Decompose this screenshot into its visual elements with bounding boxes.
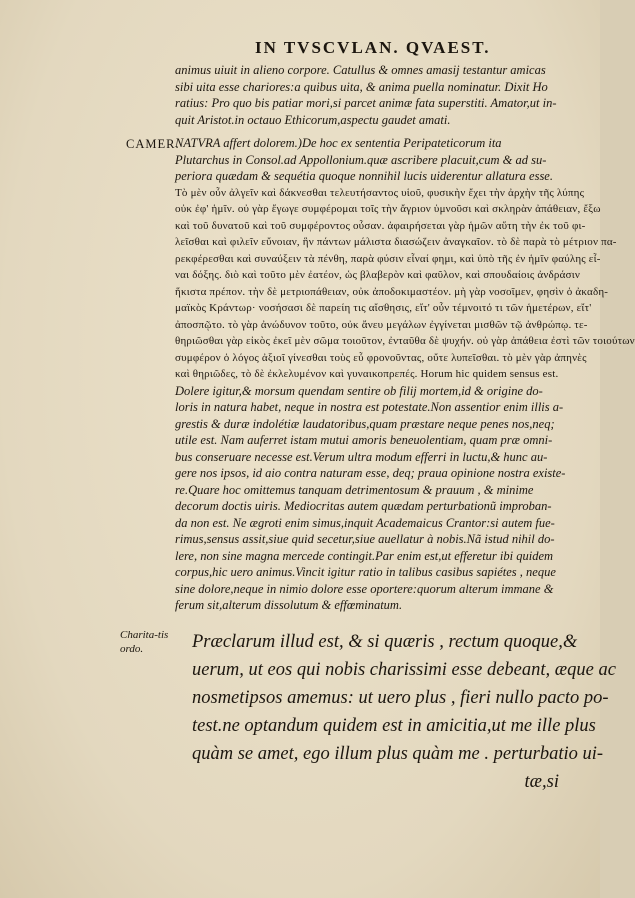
text-line: Plutarchus in Consol.ad Appollonium.quæ ascribere placuit,cum & ad su- <box>175 152 547 167</box>
greek-text-line: μαϊκὸς Κράντωρ· νοσήσασι δὲ παρείη τις αἴσθησις, εἴτ' οὖν τέμνοιτό τι τῶν ἡμετέρων, εἴτ' <box>175 302 592 314</box>
text-line: re.Quare hoc omittemus tanquam detrimentosum & prauum , & minime <box>175 482 534 497</box>
text-line: utile est. Nam auferret istam mutui amoris beneuolentiam, quam præ omni- <box>175 433 553 447</box>
text-line: corpus,hic uero animus.Vincit igitur ratio in talibus casibus sapiétes , neque <box>175 565 556 579</box>
text-line: ferum sit,alterum dissolutum & effœminatum. <box>175 598 403 612</box>
text-line: rimus,sensus assit,siue quid secetur,siue auellatur à nobis.Nã istud nihil do- <box>175 532 555 546</box>
greek-text-line: συμφέρον ὁ λόγος ἀξιοῖ γίνεσθαι τοὺς εὖ φρονοῦντας, οὔτε λυπεῖσθαι. τὸ μὲν γὰρ ἀπηνὲς <box>175 351 587 364</box>
text-line: periora quædam & sequétia quoque nonnihil lucis uiderentur allatura esse. <box>175 169 553 183</box>
text-line: nosmetipsos amemus: ut uero plus , fieri nullo pacto po- <box>192 688 609 708</box>
text-line: sibi uita esse chariores:a quibus uita, & anima puella nominatur. Dixit Ho <box>175 79 548 94</box>
text-line: grestis & duræ indolétiæ laudatoribus,quam præstare neque penes nos,neq; <box>175 416 555 431</box>
greek-text-line: θηριῶσθαι γὰρ εἰκὸς ἐκεῖ μὲν σῶμα τοιοῦτον, ἐνταῦθα δὲ ψυχήν. οὐ γὰρ ἀπάθεια ἐστὶ τῶν τοιούτων <box>175 335 635 347</box>
greek-text-line: λεῖσθαι καὶ φιλεῖν εὔνοιαν, ἣν πάντων μάλιστα διασώζειν ἀναγκαῖον. τὸ δὲ παρὰ τὸ μέτριον πα- <box>175 236 617 248</box>
text-line: animus uiuit in alieno corpore. Catullus & omnes amasij testantur amicas <box>175 63 546 77</box>
text-line: da non est. Ne ægroti enim simus,inquit Academaicus Crantor:si autem fue- <box>175 515 555 530</box>
commentary-paragraph <box>175 135 635 614</box>
text-line: gere nos ipsos, id aio contra naturam esse, deq; praua opinione nostra existe- <box>175 466 566 480</box>
text-line: sine dolore,neque in nimio dolore esse oportere:quorum alterum immane & <box>175 581 554 596</box>
greek-text-line: ρεκφέρεσθαι καὶ συναύξειν τὰ πένθη, παρὰ φύσιν εἶναί φημι, καὶ ὑπὸ τῆς ἐν ἡμῖν φαύλης εἶ- <box>175 252 601 265</box>
greek-text-line: καὶ θηριῶδες, τὸ δὲ ἐκλελυμένον καὶ γυναικοπρεπές. Horum hic quidem sensus est. <box>175 368 559 380</box>
text-line: uerum, ut eos qui nobis charissimi esse debeant, æque ac <box>192 660 616 680</box>
text-line: lere, non sine magna mercede contingit.Par enim est,ut efferetur ibi quidem <box>175 548 554 563</box>
greek-text-line: Τὸ μὲν οὖν ἀλγεῖν καὶ δάκνεσθαι τελευτήσαντος υἱοῦ, φυσικὴν ἔχει τὴν ἀρχὴν τῆς λύπης <box>175 186 585 199</box>
greek-text-line: ἥκιστα πρέπον. τὴν δὲ μετριοπάθειαν, οὐκ ἀποδοκιμαστέον. μὴ γὰρ νοσοῖμεν, φησὶν ὁ ἀκαδη- <box>175 285 609 298</box>
greek-text-line: ἀποσπῷτο. τὸ γὰρ ἀνώδυνον τοῦτο, οὐκ ἄνευ μεγάλων ἐγγίνεται μισθῶν τῷ ἀνθρώπῳ. τε- <box>175 318 588 331</box>
text-line: ratius: Pro quo bis patiar mori,si parcet animæ fata superstiti. Amator,ut in- <box>175 96 557 110</box>
main-text-paragraph <box>192 628 616 796</box>
text-line: bus conseruare necesse est.Verum ultra modum efferri in luctu,& hunc au- <box>175 449 548 464</box>
running-head: IN TVSCVLAN. QVAEST. <box>255 38 491 57</box>
text-line: quàm se amet, ego illum plus quàm me . perturbatio ui- <box>192 744 604 764</box>
text-line: Præclarum illud est, & si quæris , rectum quoque,& <box>192 632 578 652</box>
text-line: Dolere igitur,& morsum quendam sentire ob filij mortem,id & origine do- <box>175 383 543 398</box>
margin-note-charitatis: Charita-tis ordo. <box>120 629 169 655</box>
text-line: loris in natura habet, neque in nostra est potestate.Non assentior enim illis a- <box>175 400 564 414</box>
text-line: decorum doctis uiris. Mediocritas autem quædam perturbationũ improban- <box>175 499 552 513</box>
greek-text-line: οὐκ ἐφ' ἡμῖν. οὐ γὰρ ἔγωγε συμφέρομαι τοῖς τὴν ἄγριον ὑμνοῦσι καὶ σκληρὰν ἀπάθειαν, ἔξω <box>175 203 601 215</box>
text-line: test.ne optandum quidem est in amicitia,ut me ille plus <box>192 716 596 736</box>
greek-text-line: καὶ τοῦ δυνατοῦ καὶ τοῦ συμφέροντος οὖσαν. ἀφαιρήσεται γὰρ ἡμῶν αὕτη τὴν ἐκ τοῦ φι- <box>175 219 586 232</box>
text-line: tæ,si <box>524 772 559 792</box>
text-line: NATVRA affert dolorem.)De hoc ex sententia Peripateticorum ita <box>175 136 502 150</box>
margin-label-camer: CAMER. <box>126 137 180 151</box>
intro-paragraph <box>175 62 570 128</box>
greek-text-line: ναι δόξης. διὸ καὶ τοῦτο μὲν ἐατέον, ὡς βλαβερὸν καὶ φαῦλον, καὶ σπουδαίοις ἀνδράσιν <box>175 269 581 281</box>
text-line: quit Aristot.in octauo Ethicorum,aspectu gaudet amati. <box>175 112 451 127</box>
